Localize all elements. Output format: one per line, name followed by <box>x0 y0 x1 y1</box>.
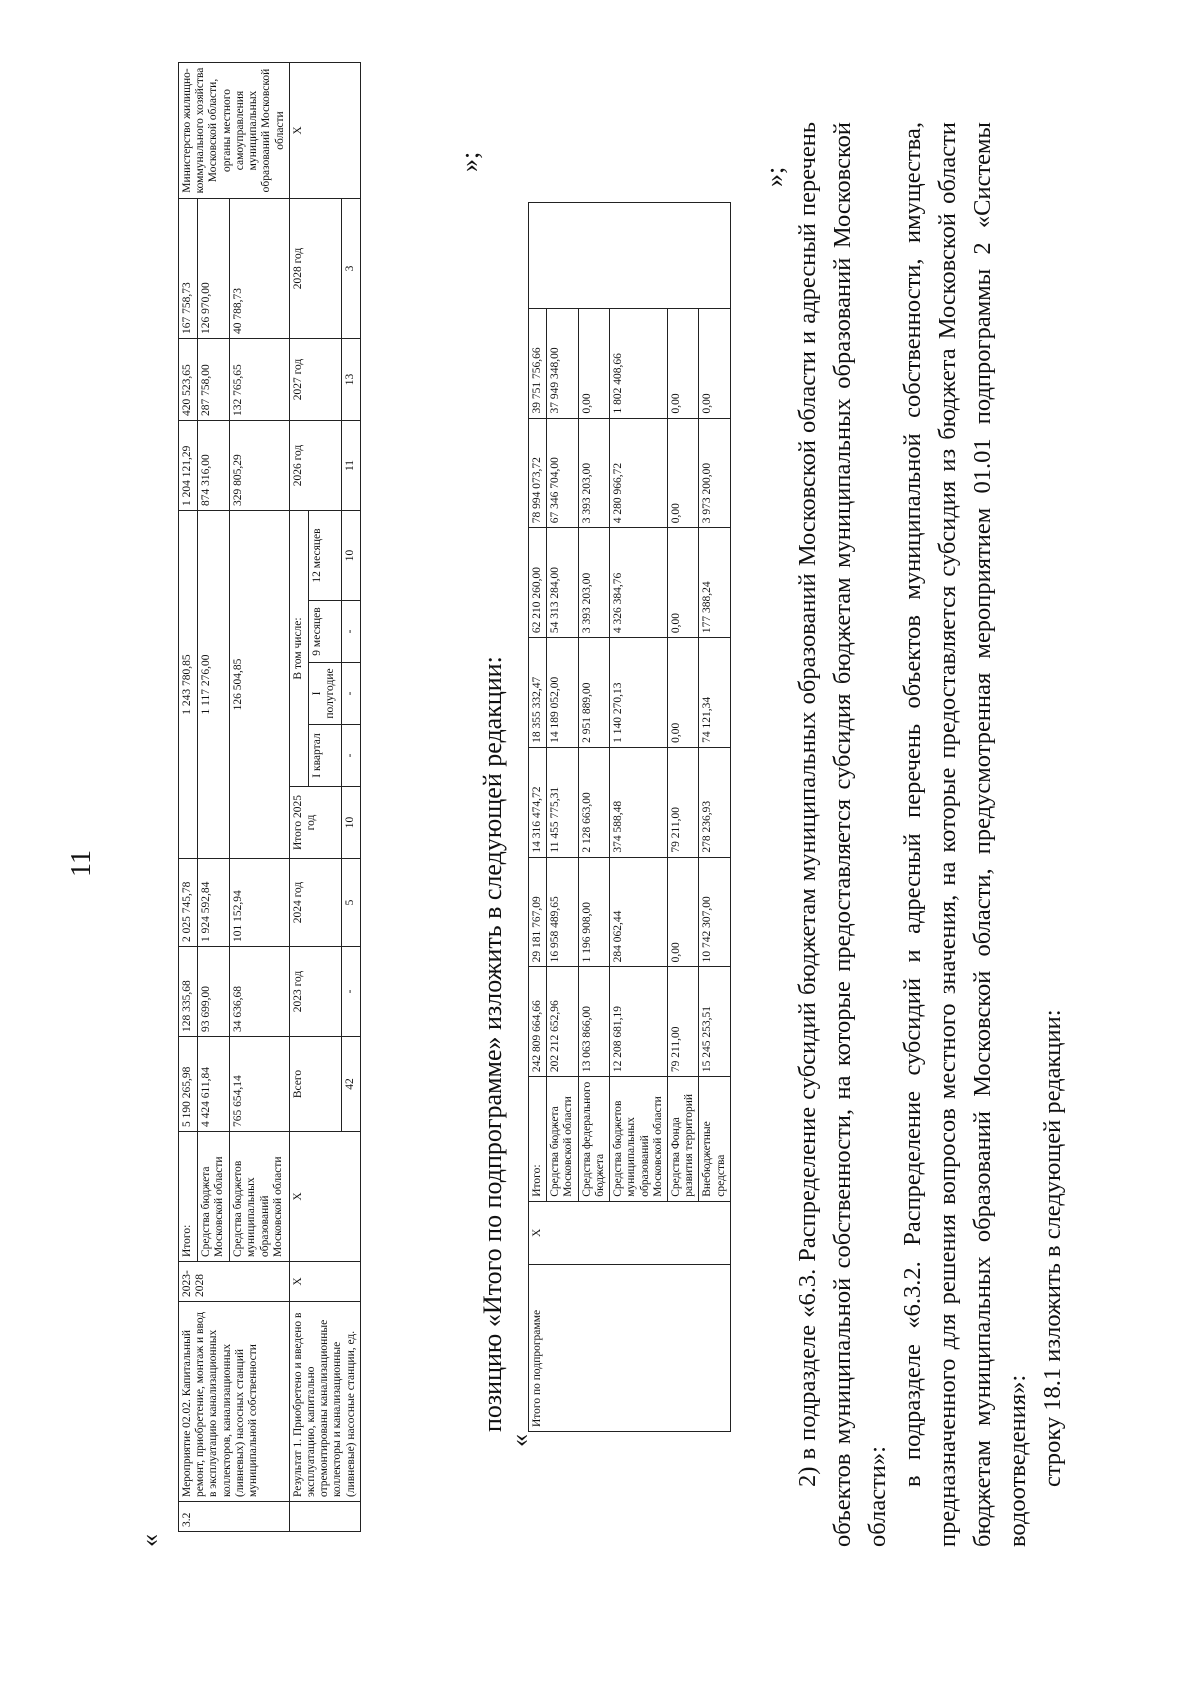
source-cell: Средства федерального бюджета <box>578 1077 609 1202</box>
value-cell: 278 236,93 <box>699 747 730 857</box>
value-cell: 37 949 348,00 <box>547 308 578 418</box>
source-cell: Итого: <box>529 1077 547 1202</box>
header-cell: В том числе: <box>289 511 308 787</box>
value-cell: 0,00 <box>667 308 698 418</box>
header-cell: Всего <box>289 1037 341 1132</box>
value-cell: 4 280 966,72 <box>610 418 668 528</box>
value-cell: 74 121,34 <box>699 638 730 748</box>
value-cell: 874 316,00 <box>197 421 229 511</box>
table-subprogram-total <box>528 202 731 1432</box>
close-quote: »; <box>760 166 789 187</box>
value-cell: 3 <box>341 199 360 339</box>
paragraph-position: позицию «Итого по подпрограмме» изложить в следующей редакции: <box>478 656 507 1432</box>
value-cell: 10 <box>341 511 360 601</box>
value-cell: 132 765,65 <box>230 339 290 421</box>
value-cell: - <box>341 663 360 725</box>
header-cell: 2023 год <box>289 947 341 1037</box>
close-quote: »; <box>455 151 484 172</box>
value-cell: 3 393 203,00 <box>578 418 609 528</box>
value-cell: 14 316 474,72 <box>529 747 547 857</box>
value-cell: - <box>341 601 360 663</box>
value-cell: 11 <box>341 421 360 511</box>
value-cell: 329 805,29 <box>230 421 290 511</box>
value-cell: 15 245 253,51 <box>699 967 730 1077</box>
paragraph: в подразделе «6.3.2. Распределение субсидий и адресный перечень объектов муниципальной собственности, имущества, предназначенного для решения вопросов местного значения, на которые предоставляется субсидия из бюджета Московской области бюджетам муниципальных образований Московской области, предусмотренная мероприятием 01.01 подпрограммы 2 «Системы водоотведения»: <box>899 122 1031 1547</box>
value-cell: 374 588,48 <box>610 747 668 857</box>
source-cell: Средства бюджетов муниципальных образований Московской области <box>610 1077 668 1202</box>
header-cell: 12 месяцев <box>308 511 341 601</box>
source-cell: Итого: <box>179 1132 198 1262</box>
source-cell: Средства бюджета Московской области <box>547 1077 578 1202</box>
value-cell: 78 994 073,72 <box>529 418 547 528</box>
value-cell: 1 802 408,66 <box>610 308 668 418</box>
value-cell: 126 504,85 <box>230 511 290 859</box>
value-cell: 167 758,73 <box>179 199 198 339</box>
paragraph: 2) в подразделе «6.3. Распределение субсидий бюджетам муниципальных образований Московской области и адресный перечень объектов муниципальной собственности, на которые предоставляется субсидия бюджетам муниципальных образований Московской области»: <box>794 122 891 1547</box>
value-cell: 79 211,00 <box>667 967 698 1077</box>
header-cell: 2024 год <box>289 859 341 947</box>
value-cell: 12 208 681,19 <box>610 967 668 1077</box>
value-cell: 0,00 <box>667 638 698 748</box>
value-cell: 101 152,94 <box>230 859 290 947</box>
value-cell: 93 699,00 <box>197 947 229 1037</box>
event-name: Мероприятие 02.02. Капитальный ремонт, приобретение, монтаж и ввод в эксплуатацию канализационных коллекторов, канализационных (ливневых) насосных станций муниципальной собственности <box>179 1302 290 1502</box>
value-cell: 1 117 276,00 <box>197 511 229 859</box>
value-cell: 13 063 866,00 <box>578 967 609 1077</box>
table-row <box>179 63 198 1532</box>
value-cell: 16 958 489,65 <box>547 857 578 967</box>
row-number: 3.2 <box>179 1502 290 1532</box>
table-row <box>289 63 308 1532</box>
value-cell: 420 523,65 <box>179 339 198 421</box>
source-cell: Внебюджетные средства <box>699 1077 730 1202</box>
paragraph: строку 18.1 изложить в следующей редакции: <box>1039 1009 1066 1487</box>
value-cell: 67 346 704,00 <box>547 418 578 528</box>
executor: Министерство жилищно-коммунального хозяйства Московской области, органы местного самоуправления муниципальных образований Московской области <box>179 63 290 199</box>
value-cell: 0,00 <box>578 308 609 418</box>
value-cell: 1 204 121,29 <box>179 421 198 511</box>
value-cell: 79 211,00 <box>667 747 698 857</box>
value-cell: 0,00 <box>667 528 698 638</box>
value-cell: 14 189 052,00 <box>547 638 578 748</box>
value-cell: 54 313 284,00 <box>547 528 578 638</box>
value-cell: 126 970,00 <box>197 199 229 339</box>
value-cell: 1 196 908,00 <box>578 857 609 967</box>
source-cell: Средства бюджетов муниципальных образований Московской области <box>230 1132 290 1262</box>
value-cell: 40 788,73 <box>230 199 290 339</box>
value-cell: 2 128 663,00 <box>578 747 609 857</box>
value-cell: 0,00 <box>667 418 698 528</box>
value-cell: 1 140 270,13 <box>610 638 668 748</box>
source-cell: Средства бюджета Московской области <box>197 1132 229 1262</box>
source-cell: Средства Фонда развития территорий <box>667 1077 698 1202</box>
event-years: 2023-2028 <box>179 1262 290 1302</box>
value-cell: 5 190 265,98 <box>179 1037 198 1132</box>
page-number: 11 <box>66 850 97 877</box>
header-cell: 9 месяцев <box>308 601 341 663</box>
value-cell: 18 355 332,47 <box>529 638 547 748</box>
value-cell: 42 <box>341 1037 360 1132</box>
header-cell: 2027 год <box>289 339 341 421</box>
value-cell: 2 025 745,78 <box>179 859 198 947</box>
value-cell: 29 181 767,09 <box>529 857 547 967</box>
value-cell: 202 212 652,96 <box>547 967 578 1077</box>
value-cell: 177 388,24 <box>699 528 730 638</box>
value-cell: 11 455 775,31 <box>547 747 578 857</box>
value-cell: 2 951 889,00 <box>578 638 609 748</box>
x-mark: X <box>289 63 360 199</box>
value-cell: 0,00 <box>667 857 698 967</box>
value-cell: 287 758,00 <box>197 339 229 421</box>
value-cell: 284 062,44 <box>610 857 668 967</box>
value-cell: 3 973 200,00 <box>699 418 730 528</box>
header-cell: Итого 2025 год <box>289 787 341 859</box>
header-cell: 2026 год <box>289 421 341 511</box>
value-cell: 10 742 307,00 <box>699 857 730 967</box>
subprogram-label: Итого по подпрограмме <box>529 1264 731 1431</box>
value-cell: 1 243 780,85 <box>179 511 198 859</box>
value-cell: 5 <box>341 859 360 947</box>
open-quote: « <box>135 1534 164 1547</box>
x-mark: X <box>289 1262 360 1302</box>
table-row <box>529 203 547 1432</box>
table-event-3-2 <box>178 62 361 1532</box>
header-cell: 2028 год <box>289 199 341 339</box>
open-quote: « <box>505 1434 534 1447</box>
value-cell: - <box>341 947 360 1037</box>
value-cell: 4 424 611,84 <box>197 1037 229 1132</box>
header-cell: I полугодие <box>308 663 341 725</box>
value-cell: 10 <box>341 787 360 859</box>
header-cell: I квартал <box>308 725 341 787</box>
value-cell: 4 326 384,76 <box>610 528 668 638</box>
value-cell: 1 924 592,84 <box>197 859 229 947</box>
body-paragraphs <box>790 122 1070 1547</box>
value-cell: 3 393 203,00 <box>578 528 609 638</box>
result-name: Результат 1. Приобретено и введено в эксплуатацию, капитально отремонтированы канализационные коллекторы и канализационные (ливневые) насосные станции, ед. <box>289 1302 360 1502</box>
value-cell: 242 809 664,66 <box>529 967 547 1077</box>
value-cell: 34 636,68 <box>230 947 290 1037</box>
value-cell: 128 335,68 <box>179 947 198 1037</box>
value-cell: 62 210 260,00 <box>529 528 547 638</box>
value-cell: - <box>341 725 360 787</box>
value-cell: 39 751 756,66 <box>529 308 547 418</box>
value-cell: 13 <box>341 339 360 421</box>
x-mark: X <box>289 1132 360 1262</box>
value-cell: 0,00 <box>699 308 730 418</box>
value-cell: 765 654,14 <box>230 1037 290 1132</box>
x-mark: X <box>529 1201 731 1264</box>
